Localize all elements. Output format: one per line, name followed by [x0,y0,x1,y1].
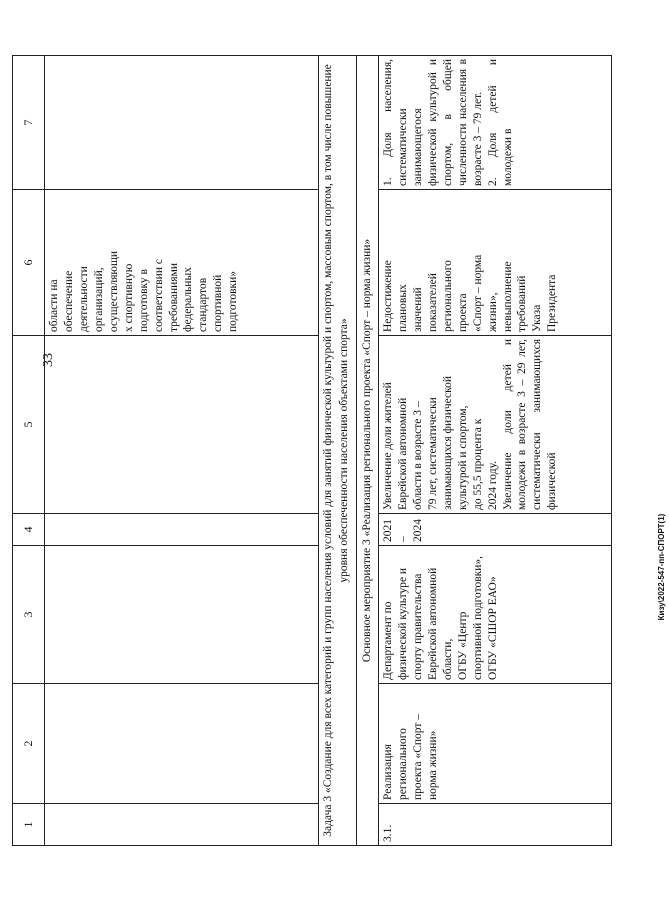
related-indicators: 1. Доля населения, систематически занимающегося физической культурой и спортом, в общей численности населения в возрасте 3 – 79 лет. 2. Доля детей и молодежи в [379,56,612,190]
row-number: 3.1. [379,804,612,846]
header-col-2: 2 [13,684,45,804]
header-col-1: 1 [13,804,45,846]
cell-executor [45,546,319,684]
cell-num [45,804,319,846]
implementation-period: 2021 – 2024 [379,514,612,546]
main-activity-heading: Основное мероприятие 3 «Реализация регионального проекта «Спорт – норма жизни» [357,56,379,846]
table-row-continued [45,56,319,846]
document-code: Кизу\2022-547-пп-СПОРТ(1) [657,513,666,621]
program-activities-table [12,55,612,846]
non-implementation-consequences: Недостижение плановых значений показателей регионального проекта «Спорт – норма жизни», невыполнение требований Указа Президента [379,190,612,336]
cell-consequences: области на обеспечение деятельности организаций, осуществляющи х спортивную подготовку в соответствии с требованиями федеральных стандартов спортивной подготовки» [45,190,319,336]
header-col-5: 5 [13,336,45,514]
cell-result [45,336,319,514]
task-heading: Задача 3 «Создание для всех категорий и групп населения условий для занятий физической культурой и спортом, массовым спортом, в том числе повышение уровня обеспеченности населения объектами спорта» [319,56,357,846]
header-row [13,56,45,846]
header-col-4: 4 [13,514,45,546]
task-row [319,56,357,846]
cell-period [45,514,319,546]
header-col-7: 7 [13,56,45,190]
activity-name: Реализация регионального проекта «Спорт – норма жизни» [379,684,612,804]
cell-indicators [45,56,319,190]
table-row [379,56,612,846]
main-activity-row [357,56,379,846]
page-number: 33 [41,353,56,367]
header-col-6: 6 [13,190,45,336]
rotated-table-wrapper [12,56,612,846]
executor: Департамент по физической культуре и спорту правительства Еврейской автономной области, ОГБУ «Центр спортивной подготовки», ОГБУ «СШОР ЕАО» [379,546,612,684]
expected-result: Увеличение доли жителей Еврейской автономной области в возрасте 3 – 79 лет, систематически занимающихся физической культурой и спортом, до 55,5 процента к 2024 году. Увеличение доли детей и молодежи в возрасте 3 – 29 лет, систематически занимающихся физической [379,336,612,514]
cell-name [45,684,319,804]
header-col-3: 3 [13,546,45,684]
